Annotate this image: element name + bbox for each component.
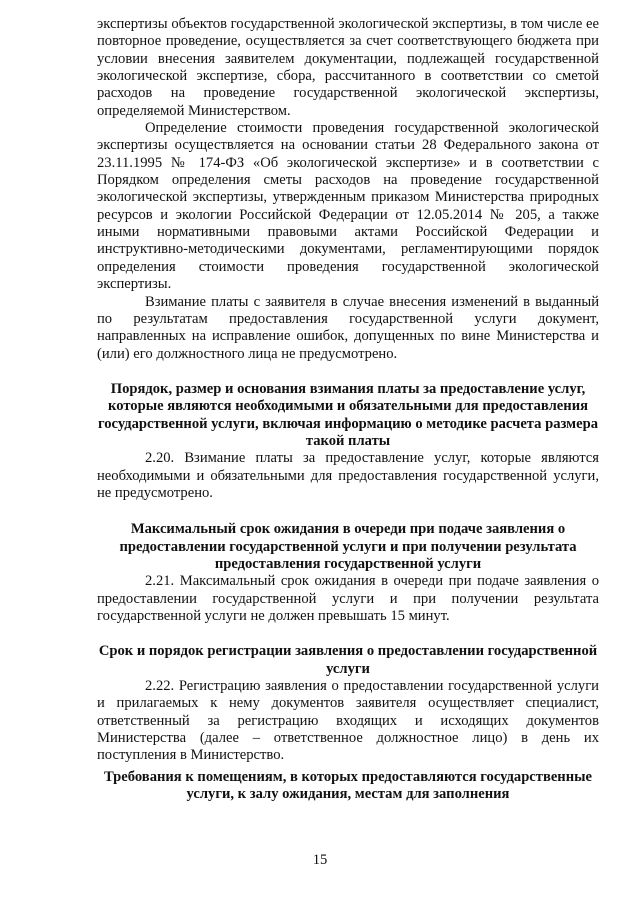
- document-page: [97, 16, 599, 803]
- page-number: 15: [312, 852, 328, 868]
- section-body-2-22: 2.22. Регистрацию заявления о предоставлении государственной услуги и прилагаемых к нему документов заявителя осуществляет специалист, ответственный за регистрацию входящих и исходящих документов Министерства (далее – ответственное должностное лицо) в день их поступления в Министерство.: [97, 678, 599, 764]
- section-heading-queue-time: Максимальный срок ожидания в очереди при подаче заявления о предоставлении государственной услуги и при получении результата предоставления государственной услуги: [119, 521, 577, 572]
- section-body-2-21: 2.21. Максимальный срок ожидания в очереди при подаче заявления о предоставлении государственной услуги и при получении результата государственной услуги не должен превышать 15 минут.: [97, 573, 599, 624]
- paragraph-correction-fee: Взимание платы с заявителя в случае внесения изменений в выданный по результатам предоставления государственной услуги документ, направленных на исправление ошибок, допущенных по вине Министерства и (или) его должностного лица не предусмотрено.: [97, 293, 599, 362]
- paragraph-expertise-funding: экспертизы объектов государственной экологической экспертизы, в том числе ее повторное проведение, осуществляется за счет соответствующего бюджета при условии внесения заявителем документации, подлежащей государственной экологической экспертизе, сбора, рассчитанного в соответствии со сметой расходов на проведение государственной экологической экспертизы, определяемой Министерством.: [97, 16, 599, 119]
- section-heading-premises: Требования к помещениям, в которых предоставляются государственные услуги, к залу ожидания, местам для заполнения: [104, 768, 592, 803]
- section-body-2-20: 2.20. Взимание платы за предоставление услуг, которые являются необходимыми и обязательными для предоставления государственной услуги, не предусмотрено.: [97, 450, 599, 501]
- spacer: [97, 625, 599, 643]
- spacer: [97, 363, 599, 381]
- paragraph-cost-determination: Определение стоимости проведения государственной экологической экспертизы осуществляется на основании статьи 28 Федерального закона от 23.11.1995 № 174-ФЗ «Об экологической экспертизе» и в соответствии с Порядком определения сметы расходов на проведение государственной экологической экспертизы, утвержденным приказом Министерства природных ресурсов и экологии Российской Федерации от 12.05.2014 № 205, а также иными нормативными правовыми актами Российской Федерации и инструктивно-методическими документами, регламентирующими порядок определения стоимости проведения государственной экологической экспертизы.: [97, 120, 599, 293]
- spacer: [97, 502, 599, 521]
- section-heading-registration: Срок и порядок регистрации заявления о предоставлении государственной услуги: [98, 643, 598, 677]
- section-heading-fee-rules: Порядок, размер и основания взимания платы за предоставление услуг, которые являются необходимыми и обязательными для предоставления государственной услуги, включая информацию о методике расчета размера такой платы: [97, 380, 599, 449]
